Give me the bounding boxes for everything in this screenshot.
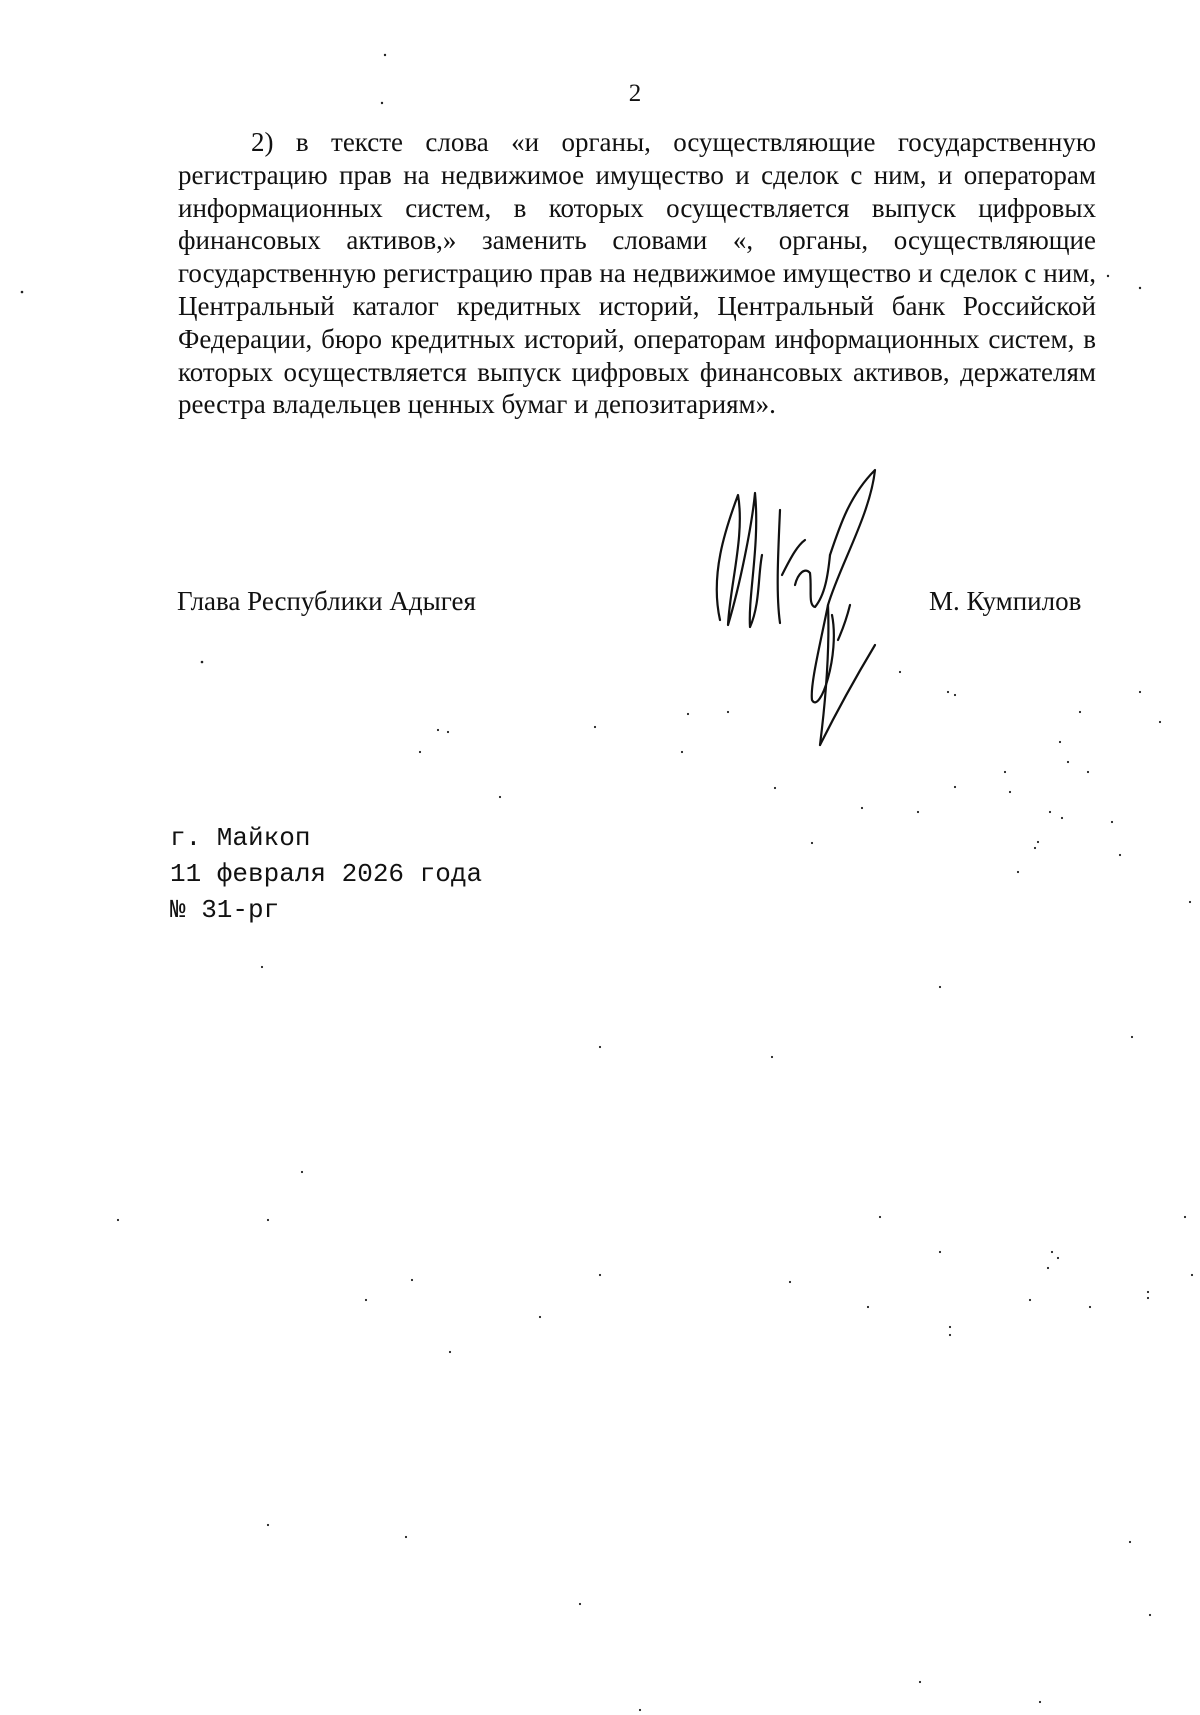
date-line: 11 февраля 2026 года [170,859,483,889]
amendment-paragraph: 2) в тексте слова «и органы, осуществляющие государственную регистрацию прав на недвижимое имущество и сделок с ним, и операторам информационных систем, в которых осуществляется выпуск цифровых финансовых активов,» заменить словами «, органы, осуществляющие государственную регистрацию прав на недвижимое имущество и сделок с ним, Центральный каталог кредитных историй, Центральный банк Российской Федерации, бюро кредитных историй, операторам информационных систем, в которых осуществляется выпуск цифровых финансовых активов, держателям реестра владельцев ценных бумаг и депозитариям». [178,127,1096,420]
city-line: г. Майкоп [170,823,311,853]
signer-name: М. Кумпилов [929,586,1082,616]
page-number: 2 [628,80,642,107]
signer-title: Глава Республики Адыгея [177,586,476,616]
number-line: № 31-рг [170,895,280,925]
